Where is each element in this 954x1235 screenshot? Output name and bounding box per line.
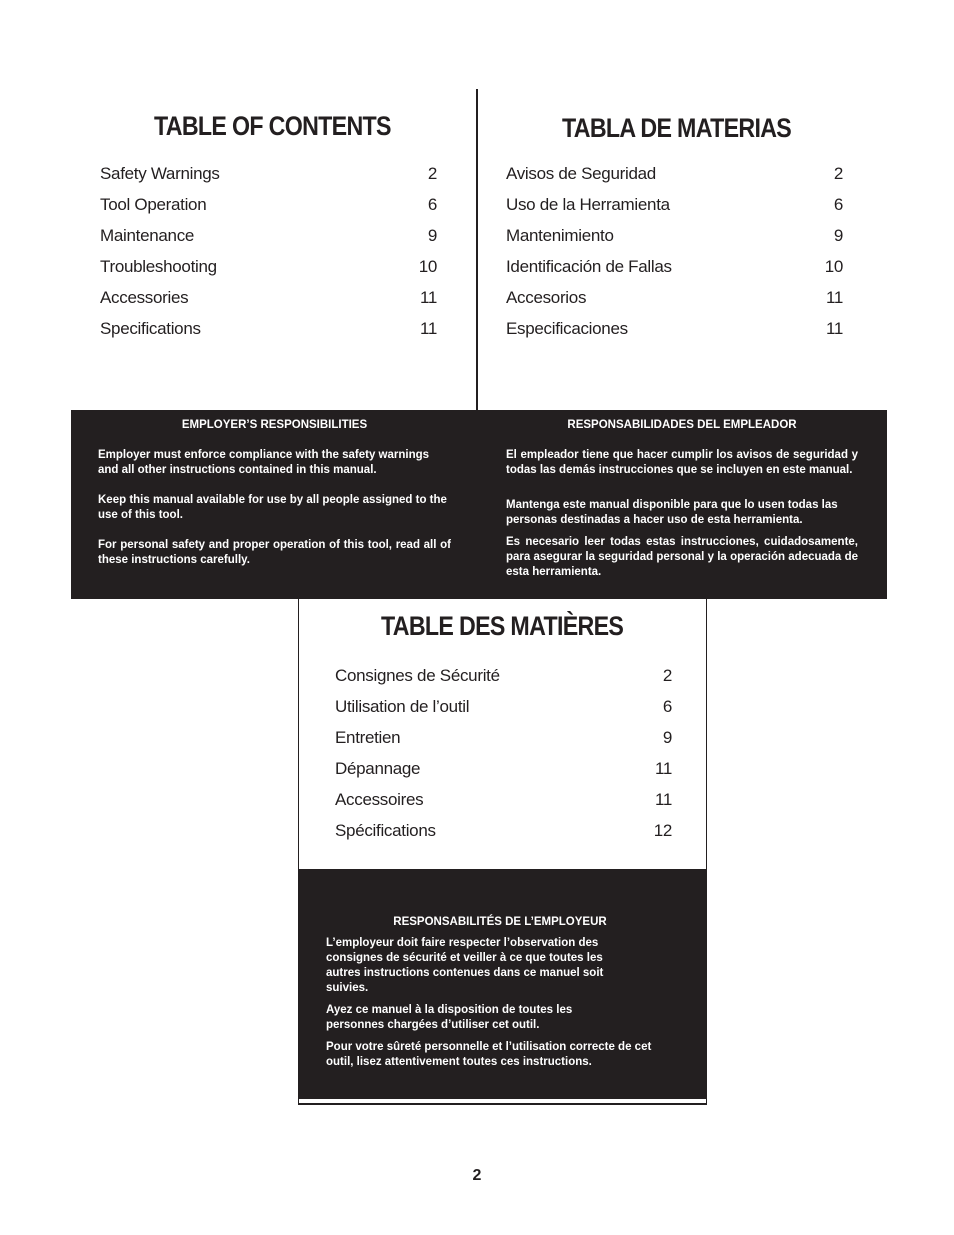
toc-row[interactable] [335,759,672,790]
toc-label: Especificaciones [506,319,628,338]
french-bottom-border [298,1103,707,1105]
english-responsibility-paragraph: Keep this manual available for use by all people assigned to the use of this tool. [98,494,447,521]
toc-page: 6 [833,195,843,214]
english-responsibility-paragraph: For personal safety and proper operation of this tool, read all of these instructions carefully. [98,539,451,566]
spanish-responsibilities-heading: RESPONSABILIDADES DEL EMPLEADOR [567,419,797,431]
toc-page: 11 [654,790,672,809]
toc-row[interactable] [506,226,843,257]
toc-row[interactable] [506,164,843,195]
toc-label: Accessoires [335,790,424,809]
toc-row[interactable] [100,226,437,257]
toc-label: Identificación de Fallas [506,257,672,276]
toc-page: 10 [824,257,843,276]
toc-row[interactable] [506,195,843,226]
spanish-responsibility-paragraph: Mantenga este manual disponible para que lo usen todas las personas destinadas a hacer uso de esta herramienta. [506,499,838,526]
toc-label: Dépannage [335,759,421,778]
english-toc-title: TABLE OF CONTENTS [154,111,391,141]
toc-label: Utilisation de l’outil [335,697,470,716]
toc-page: 10 [418,257,437,276]
toc-label: Specifications [100,319,201,338]
toc-row[interactable] [506,319,843,350]
french-toc-title: TABLE DES MATIÈRES [381,611,624,641]
toc-label: Tool Operation [100,195,207,214]
toc-row[interactable] [506,288,843,319]
toc-page: 9 [427,226,437,245]
toc-page: 12 [653,821,672,840]
toc-label: Uso de la Herramienta [506,195,670,214]
toc-row[interactable] [100,288,437,319]
toc-row[interactable] [100,257,437,288]
toc-label: Accesorios [506,288,587,307]
toc-label: Safety Warnings [100,164,220,183]
toc-row[interactable] [335,666,672,697]
toc-row[interactable] [335,821,672,852]
french-responsibilities-box [299,869,707,1099]
toc-label: Accessories [100,288,189,307]
french-responsibilities-heading: RESPONSABILITÉS DE L’EMPLOYEUR [393,916,607,928]
toc-label: Entretien [335,728,401,747]
toc-row[interactable] [335,790,672,821]
toc-label: Mantenimiento [506,226,614,245]
toc-label: Spécifications [335,821,436,840]
toc-page: 6 [662,697,672,716]
toc-page: 2 [427,164,437,183]
toc-page: 2 [662,666,672,685]
french-responsibility-paragraph: L’employeur doit faire respecter l’observation des consignes de sécurité et veiller à ce que toutes les autres instructions contenues dans ce manuel soit suivies. [326,937,604,994]
english-toc-list [100,164,437,350]
toc-page: 11 [419,288,437,307]
toc-page: 11 [825,288,843,307]
toc-row[interactable] [100,319,437,350]
french-responsibility-paragraph: Ayez ce manuel à la disposition de toutes les personnes chargées d’utiliser cet outil. [326,1004,573,1031]
toc-label: Troubleshooting [100,257,217,276]
toc-page: 11 [825,319,843,338]
toc-page: 6 [427,195,437,214]
employer-responsibilities-box [71,410,887,599]
french-responsibility-paragraph: Pour votre sûreté personnelle et l’utilisation correcte de cet outil, lisez attentivement toutes ces instructions. [326,1041,652,1068]
toc-page: 9 [833,226,843,245]
english-responsibilities-heading: EMPLOYER’S RESPONSIBILITIES [181,419,368,431]
toc-row[interactable] [100,195,437,226]
french-toc-list [335,666,672,852]
toc-page: 11 [419,319,437,338]
spanish-responsibility-paragraph: El empleador tiene que hacer cumplir los avisos de seguridad y todas las demás instrucciones que se incluyen en este manual. [506,449,858,476]
column-divider [476,89,478,411]
spanish-responsibility-paragraph: Es necesario leer todas estas instrucciones, cuidadosamente, para asegurar la seguridad personal y la operación adecuada de esta herramienta. [506,536,858,578]
toc-page: 11 [654,759,672,778]
page-number: 2 [472,1167,482,1184]
toc-row[interactable] [335,728,672,759]
toc-row[interactable] [506,257,843,288]
toc-page: 9 [662,728,672,747]
english-responsibility-paragraph: Employer must enforce compliance with the safety warnings and all other instructions contained in this manual. [98,449,430,476]
toc-row[interactable] [100,164,437,195]
toc-label: Avisos de Seguridad [506,164,656,183]
spanish-toc-list [506,164,843,350]
spanish-toc-title: TABLA DE MATERIAS [562,113,792,143]
toc-label: Consignes de Sécurité [335,666,500,685]
toc-label: Maintenance [100,226,195,245]
toc-page: 2 [833,164,843,183]
toc-row[interactable] [335,697,672,728]
